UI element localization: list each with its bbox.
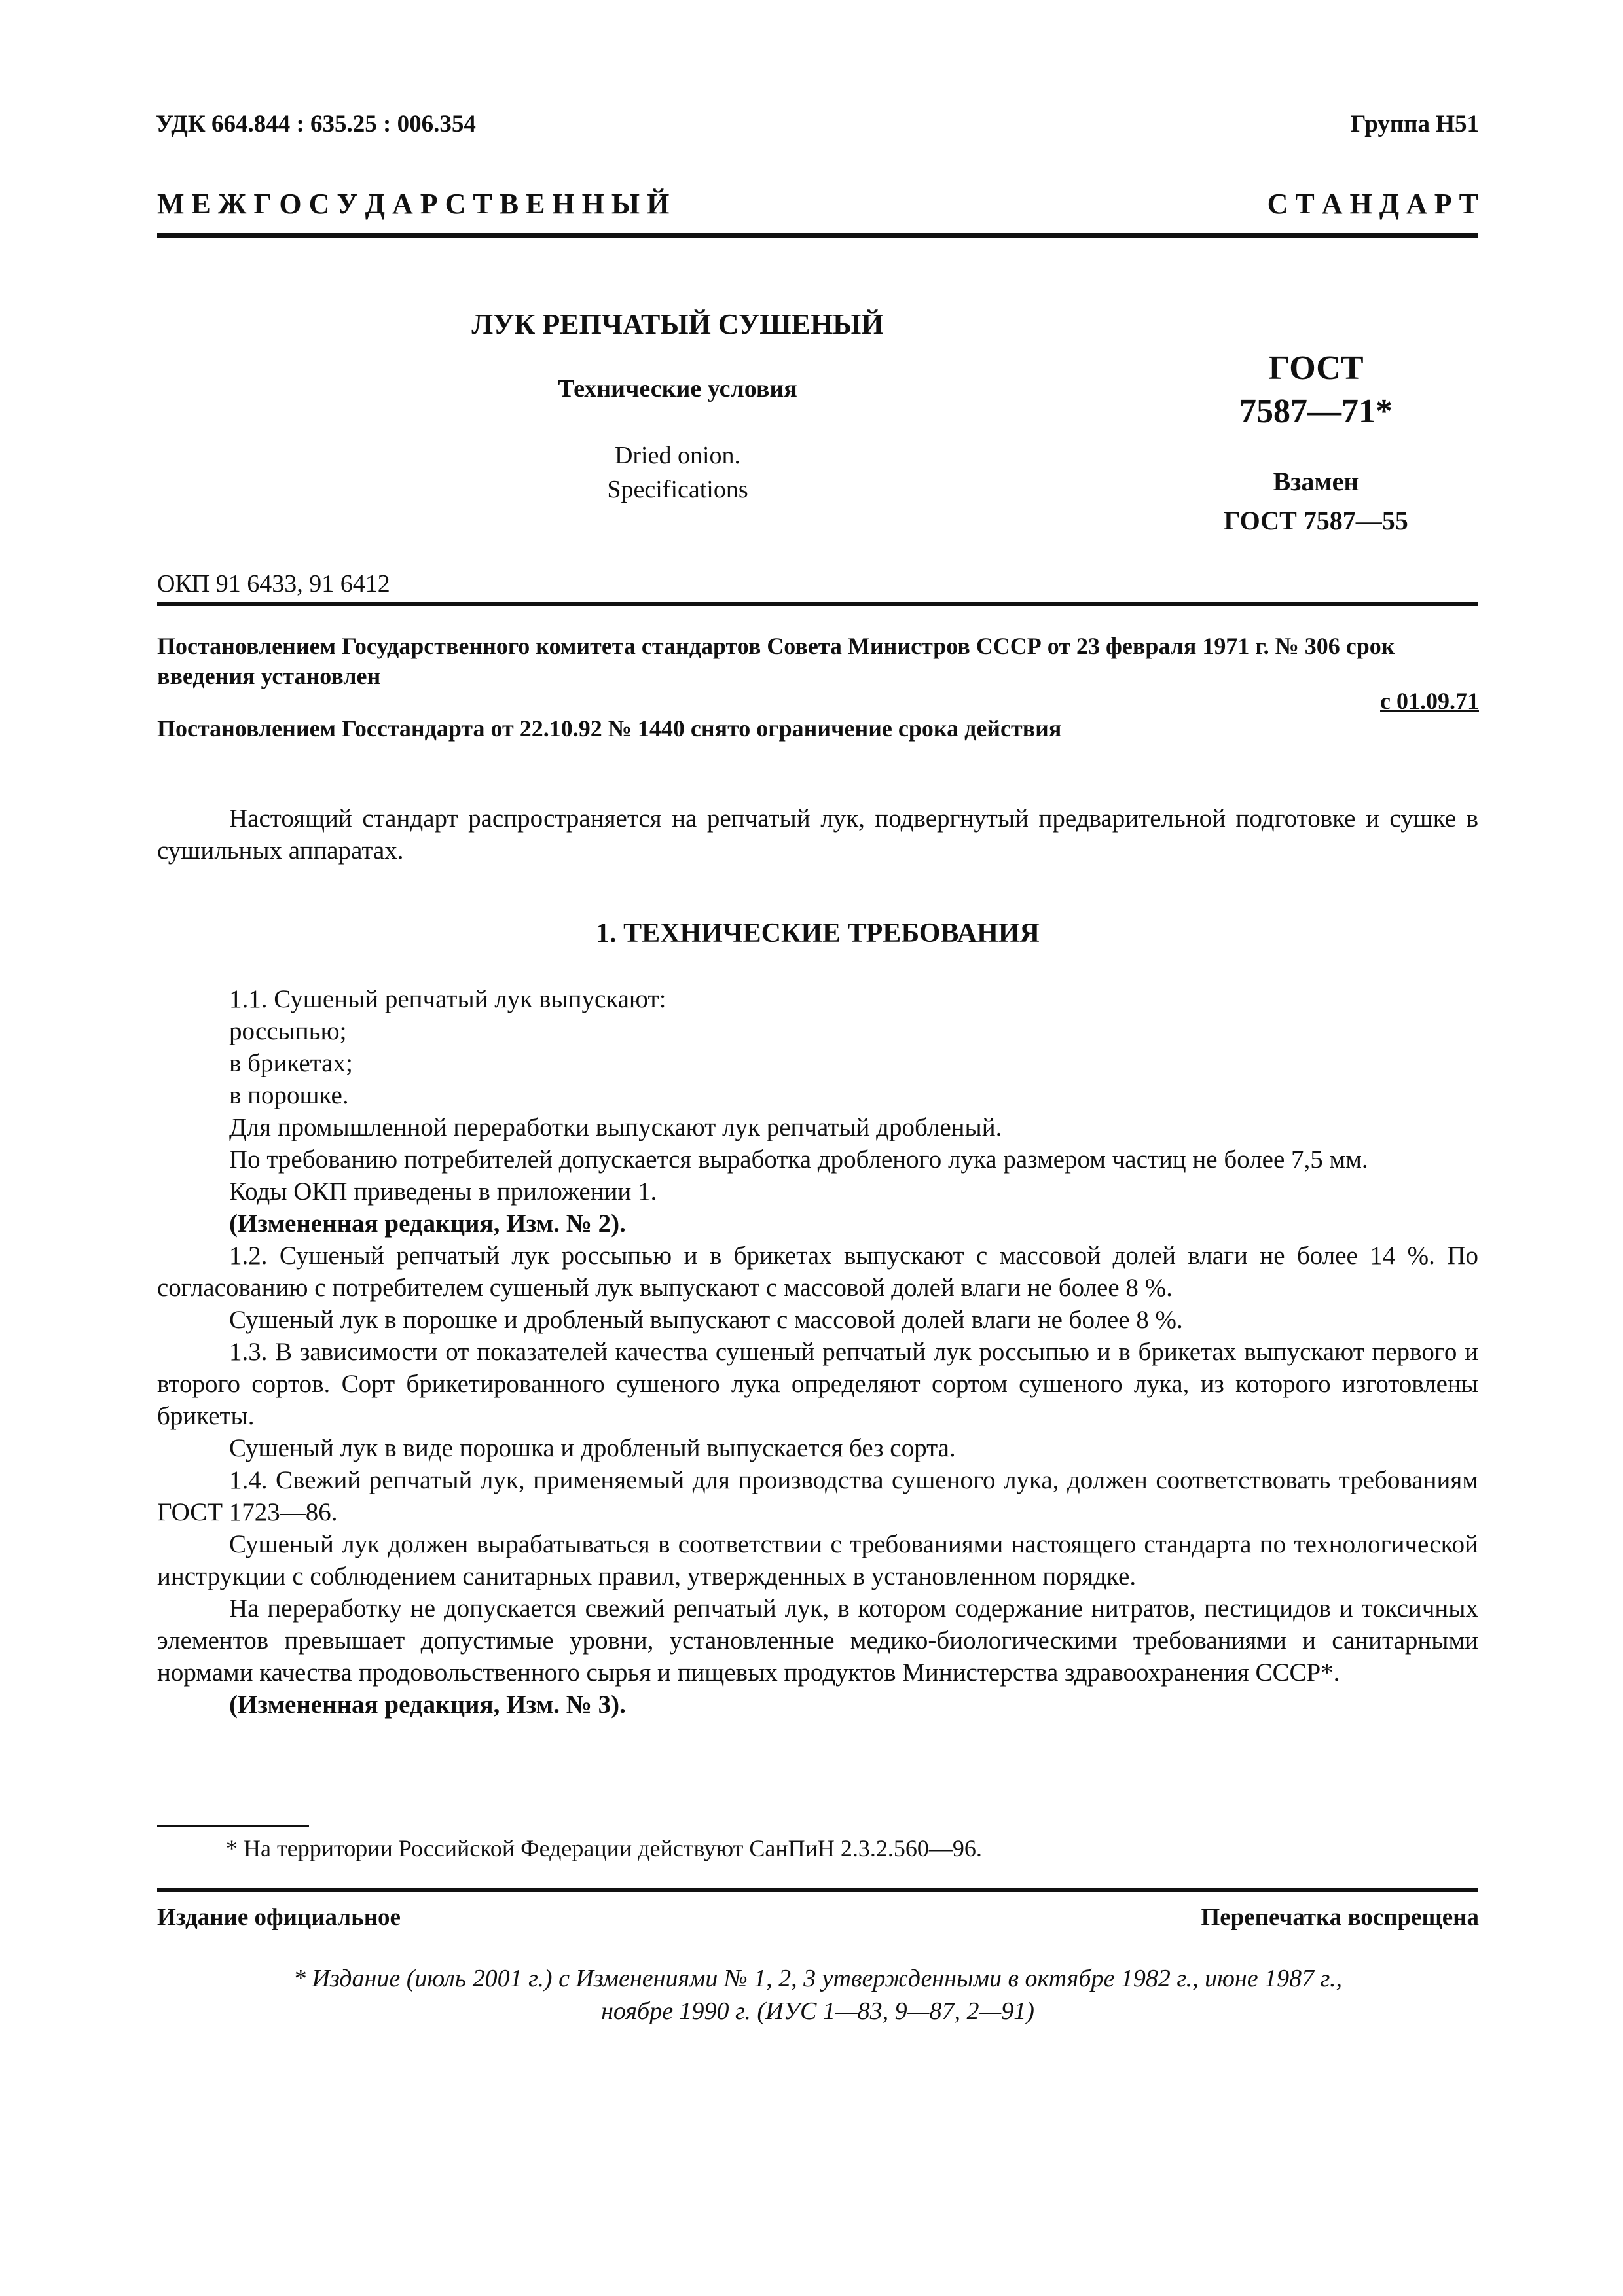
paragraph: 1.2. Сушеный репчатый лук россыпью и в брикетах выпускают с массовой долей влаги не более 14 %. По согласованию с потребителем сушеный лук выпускают с массовой долей влаги не более 8 %. bbox=[157, 1242, 1478, 1302]
replaces-label: Взамен bbox=[1273, 467, 1359, 496]
section-body bbox=[157, 983, 1478, 1721]
scope-text: Настоящий стандарт распространяется на репчатый лук, подвергнутый предварительной подготовке и сушке в сушильных аппаратах. bbox=[157, 804, 1478, 865]
section-heading: 1. ТЕХНИЧЕСКИЕ ТРЕБОВАНИЯ bbox=[596, 918, 1040, 948]
amendment-note: (Измененная редакция, Изм. № 3). bbox=[229, 1691, 626, 1719]
list-item: в порошке. bbox=[229, 1081, 349, 1109]
okp-codes: ОКП 91 6433, 91 6412 bbox=[157, 570, 390, 598]
paragraph: Коды ОКП приведены в приложении 1. bbox=[229, 1177, 657, 1206]
banner-word-standard: С Т А Н Д А Р Т bbox=[1267, 188, 1478, 220]
footnote: * На территории Российской Федерации действуют СанПиН 2.3.2.560—96. bbox=[226, 1835, 982, 1861]
paragraph: Сушеный лук должен вырабатываться в соответствии с требованиями настоящего стандарта по технологической инструкции с соблюдением санитарных правил, утвержденных в установленном порядке. bbox=[157, 1530, 1478, 1590]
gost-number bbox=[1165, 347, 1467, 433]
english-title bbox=[340, 439, 1015, 507]
english-title-line-1: Dried onion. bbox=[614, 442, 741, 469]
introduction-date: с 01.09.71 bbox=[1380, 688, 1479, 714]
edition-note-line-1: * Издание (июль 2001 г.) с Изменениями № 1, 2, 3 утвержденными в октябре 1982 г., июне 1987 г., bbox=[293, 1965, 1342, 1992]
paragraph: На переработку не допускается свежий репчатый лук, в котором содержание нитратов, пестицидов и токсичных элементов превышает допустимые уровни, установленные медико-биологическими требованиями и санитарными нормами качества продовольственного сырья и пищевых продуктов Министерства здравоохранения СССР*. bbox=[157, 1594, 1478, 1687]
edition-note-line-2: ноябре 1990 г. (ИУС 1—83, 9—87, 2—91) bbox=[601, 1998, 1034, 2025]
interstate-standard-banner bbox=[157, 187, 1478, 221]
edition-note bbox=[157, 1962, 1478, 2028]
paragraph: Для промышленной переработки выпускают лук репчатый дробленый. bbox=[229, 1113, 1002, 1141]
gost-code: 7587—71* bbox=[1239, 393, 1393, 430]
list-item: в брикетах; bbox=[229, 1049, 353, 1077]
paragraph: 1.3. В зависимости от показателей качества сушеный репчатый лук россыпью и в брикетах выпускают первого и второго сортов. Сорт брикетированного сушеного лука определяют сортом сушеного лука, из которого изготовлены брикеты. bbox=[157, 1338, 1478, 1430]
paragraph: 1.1. Сушеный репчатый лук выпускают: bbox=[229, 985, 666, 1013]
english-title-line-2: Specifications bbox=[607, 476, 748, 503]
document-subtitle: Технические условия bbox=[558, 375, 797, 403]
reprint-prohibited-label: Перепечатка воспрещена bbox=[1201, 1904, 1479, 1931]
replaces-block bbox=[1165, 462, 1467, 541]
replaces-value: ГОСТ 7587—55 bbox=[1224, 506, 1408, 535]
decree-introduction: Постановлением Государственного комитета стандартов Совета Министров СССР от 23 февраля 1971 г. № 306 срок введения установлен bbox=[157, 633, 1395, 689]
document-title: ЛУК РЕПЧАТЫЙ СУШЕНЫЙ bbox=[471, 308, 884, 340]
header-rule bbox=[157, 233, 1478, 238]
gost-label: ГОСТ bbox=[1268, 350, 1364, 387]
paragraph: Сушеный лук в порошке и дробленый выпускают с массовой долей влаги не более 8 %. bbox=[229, 1306, 1183, 1334]
footnote-rule bbox=[157, 1825, 309, 1827]
paragraph: 1.4. Свежий репчатый лук, применяемый для производства сушеного лука, должен соответствовать требованиям ГОСТ 1723—86. bbox=[157, 1466, 1478, 1526]
scope-paragraph bbox=[157, 802, 1478, 867]
group-code: Группа Н51 bbox=[1351, 111, 1479, 137]
decree-validity: Постановлением Госстандарта от 22.10.92 № 1440 снято ограничение срока действия bbox=[157, 715, 1062, 742]
amendment-note: (Измененная редакция, Изм. № 2). bbox=[229, 1210, 626, 1238]
footer-rule bbox=[157, 1888, 1478, 1892]
banner-word-interstate: М Е Ж Г О С У Д А Р С Т В Е Н Н Ы Й bbox=[157, 188, 670, 220]
list-item: россыпью; bbox=[229, 1017, 347, 1045]
udk-code: УДК 664.844 : 635.25 : 006.354 bbox=[156, 111, 476, 137]
paragraph: Сушеный лук в виде порошка и дробленый выпускается без сорта. bbox=[229, 1434, 956, 1462]
official-edition-label: Издание официальное bbox=[157, 1904, 401, 1931]
okp-rule bbox=[157, 602, 1478, 606]
paragraph: По требованию потребителей допускается выработка дробленого лука размером частиц не более 7,5 мм. bbox=[229, 1145, 1368, 1174]
